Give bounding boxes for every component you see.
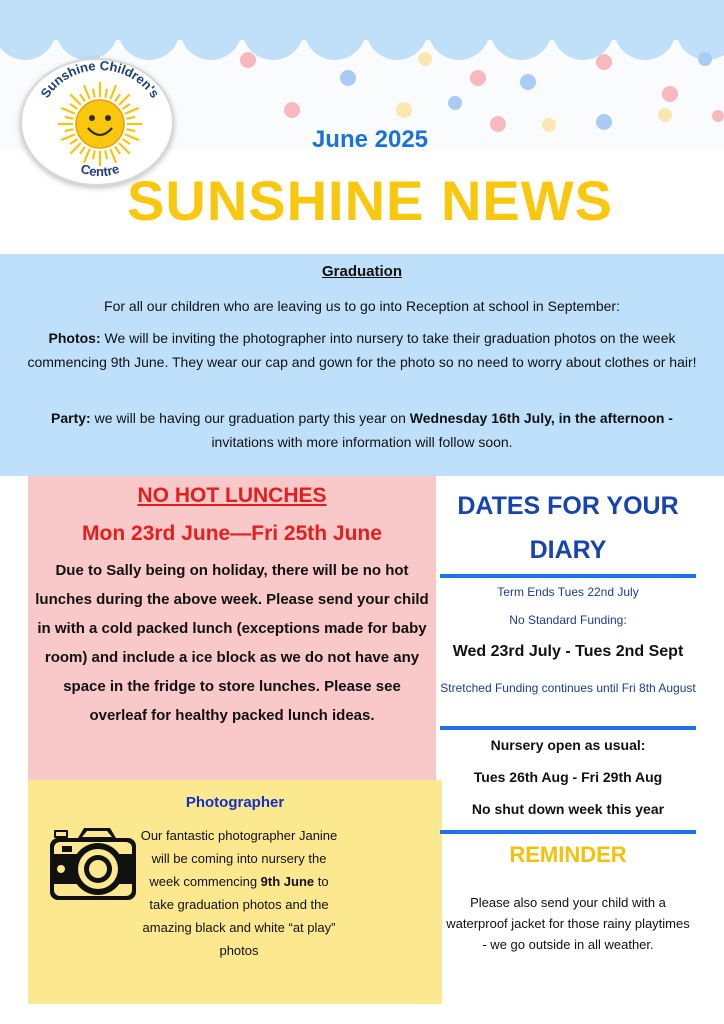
sun-ray	[65, 117, 74, 119]
confetti-dot	[418, 52, 432, 66]
centre-logo	[20, 58, 174, 186]
confetti-dot	[396, 102, 412, 118]
scallop-shape	[428, 20, 490, 60]
no-funding-dates: Wed 23rd July - Tues 2nd Sept	[452, 643, 684, 660]
confetti-dot	[340, 70, 356, 86]
logo-text-top: Sunshine Children's	[37, 60, 163, 101]
confetti-dot	[596, 54, 612, 70]
diary-divider	[440, 726, 696, 730]
sun-ray	[126, 117, 135, 119]
confetti-dot	[240, 52, 256, 68]
sun-ray	[115, 94, 120, 101]
lunch-heading: NO HOT LUNCHES	[137, 484, 327, 507]
graduation-heading: Graduation	[321, 263, 402, 280]
photos-label: Photos:	[48, 330, 101, 346]
confetti-dot	[712, 110, 724, 122]
scallop-shape	[180, 20, 242, 60]
photographer-heading: Photographer	[185, 794, 285, 811]
no-hot-lunches-section	[28, 476, 436, 780]
confetti-dot	[520, 74, 536, 90]
confetti-dot	[448, 96, 462, 110]
sun-ray	[84, 85, 90, 99]
party-label: Party:	[51, 410, 91, 426]
confetti-dot	[284, 102, 300, 118]
confetti-dot	[470, 70, 486, 86]
party-date: Wednesday 16th July, in the afternoon -	[409, 410, 673, 426]
scallop-shape	[490, 20, 552, 60]
sun-ray	[61, 108, 75, 114]
photographer-text-2: to take graduation photos and the amazing black and white “at play” photos	[142, 874, 336, 958]
scallop-shape	[304, 20, 366, 60]
newsletter-title: SUNSHINE NEWS	[127, 169, 613, 232]
photographer-text-1: Our fantastic photographer Janine will be coming into nursery the week commencing	[140, 828, 338, 889]
confetti-dot	[662, 86, 678, 102]
graduation-intro: For all our children who are leaving us to go into Reception at school in September:	[104, 298, 620, 314]
diary-divider	[440, 830, 696, 834]
diary-heading: DATES FOR YOUR DIARY	[457, 492, 679, 564]
nursery-open-dates: Tues 26th Aug - Fri 29th Aug	[473, 769, 663, 785]
confetti-dot	[658, 108, 672, 122]
scallop-shape	[118, 20, 180, 60]
camera-icon	[48, 824, 138, 910]
sun-ray	[119, 94, 130, 105]
no-standard-funding: No Standard Funding:	[509, 613, 627, 627]
term-ends: Term Ends Tues 22nd July	[497, 585, 639, 599]
graduation-section	[0, 254, 724, 476]
photos-text: We will be inviting the photographer into nursery to take their graduation photos on the week commencing 9th June. They wear our cap and gown for the photo so no need to worry about clothes or hair!	[27, 330, 697, 370]
stretched-funding: Stretched Funding continues until Fri 8th August	[440, 681, 696, 695]
party-text-1: we will be having our graduation party this year on	[90, 410, 410, 426]
sun-ray	[105, 89, 107, 98]
confetti-dot	[698, 52, 712, 66]
reminder-heading: REMINDER	[509, 842, 627, 867]
diary-divider	[440, 574, 696, 578]
scallop-shape	[0, 20, 56, 60]
lunch-dates: Mon 23rd June—Fri 25th June	[82, 522, 382, 545]
shutdown-note: No shut down week this year	[471, 801, 665, 817]
sun-ray	[70, 94, 81, 105]
sun-ray	[110, 85, 116, 99]
sun-ray	[70, 104, 77, 109]
scallop-shape	[614, 20, 676, 60]
graduation-photos-paragraph	[20, 326, 704, 374]
photographer-section	[28, 780, 442, 1004]
sun-ray	[122, 104, 129, 109]
sun-ray	[80, 94, 85, 101]
graduation-party-paragraph	[20, 406, 704, 454]
photographer-date: 9th June	[260, 874, 315, 889]
scallop-shape	[56, 20, 118, 60]
nursery-open-label: Nursery open as usual:	[490, 737, 646, 753]
logo-text-bottom: Centre	[78, 160, 122, 180]
lunch-body: Due to Sally being on holiday, there will be no hot lunches during the above week. Please send your child in with a cold packed lunch (exceptions made for baby room) and include a ice block as we do not have any space in the fridge to store lunches. Please see overleaf for healthy packed lunch ideas.	[35, 562, 429, 724]
party-text-2: invitations with more information will follow soon.	[211, 434, 513, 450]
sun-ray	[125, 108, 139, 114]
reminder-body: Please also send your child with a waterproof jacket for those rainy playtimes - we go outside in all weather.	[446, 895, 690, 952]
sun-ray	[93, 89, 95, 98]
photographer-body	[136, 824, 342, 962]
issue-date: June 2025	[311, 126, 429, 153]
